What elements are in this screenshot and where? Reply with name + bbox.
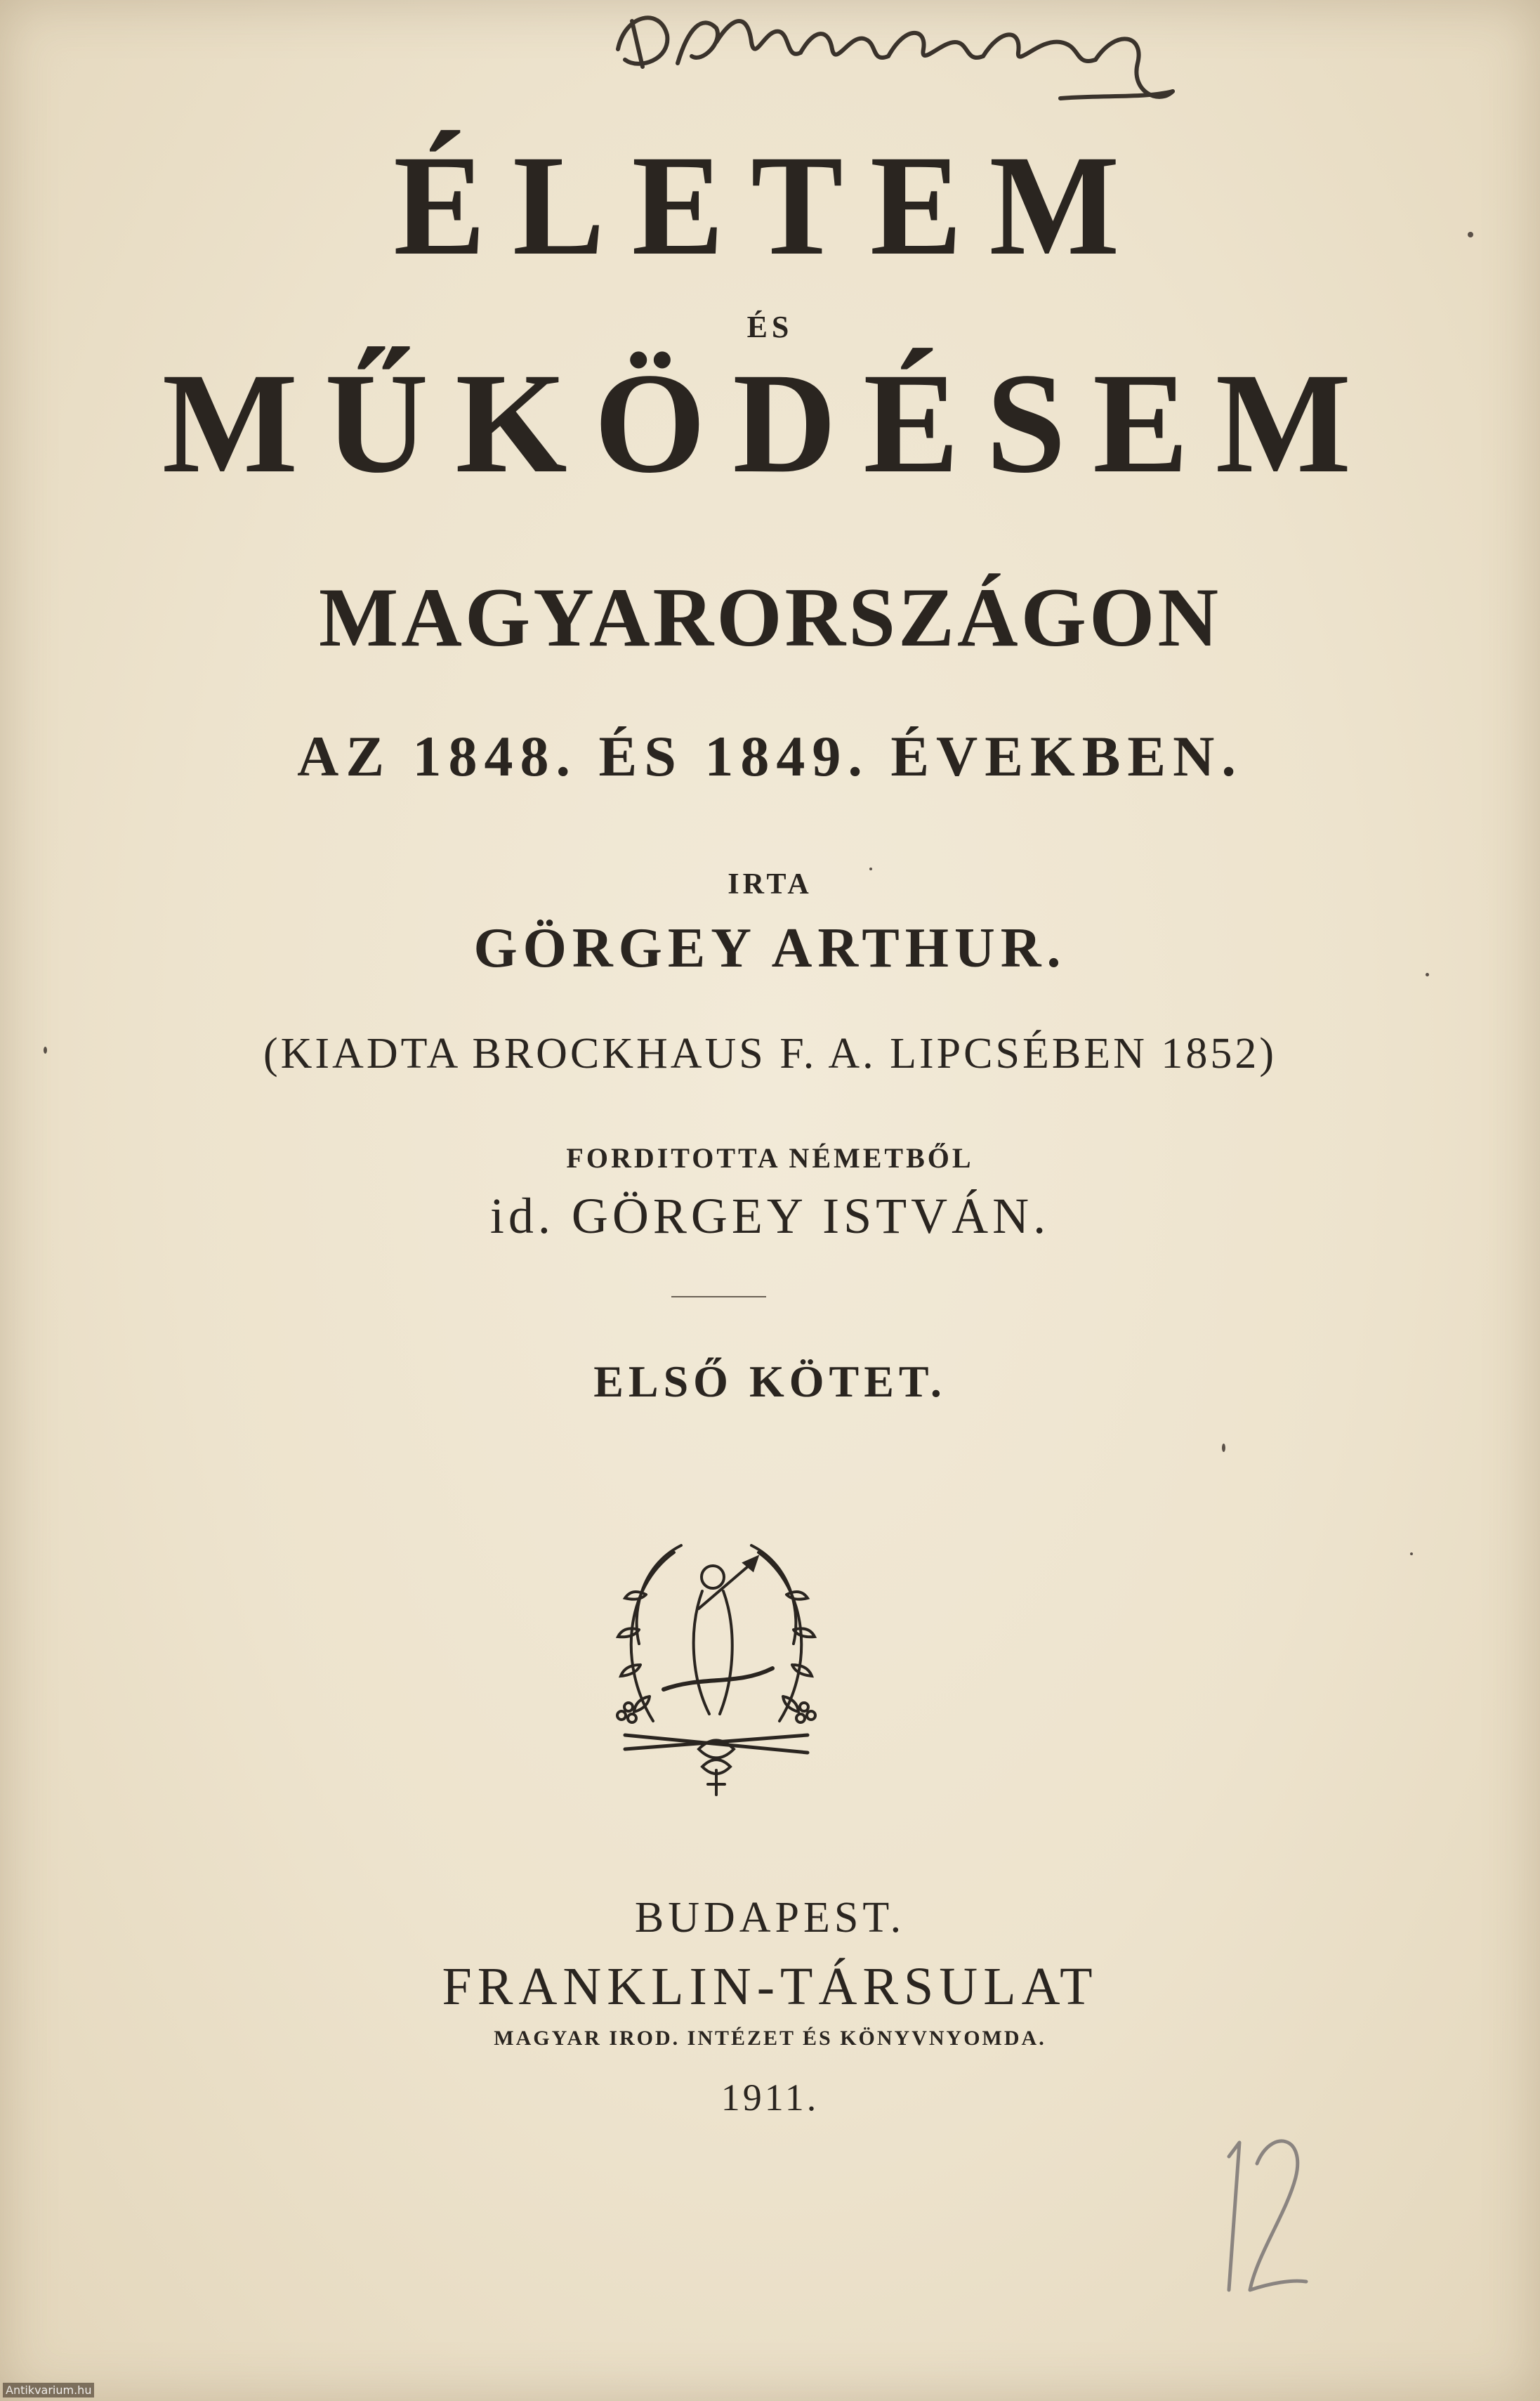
original-edition-note: (KIADTA BROCKHAUS F. A. LIPCSÉBEN 1852): [263, 1030, 1277, 1078]
paper-speck: [1426, 973, 1429, 976]
imprint-subtitle: MAGYAR IROD. INTÉZET ÉS KÖNYVNYOMDA.: [494, 2027, 1046, 2050]
imprint-publisher: FRANKLIN-TÁRSULAT: [442, 1957, 1098, 2016]
translation-label: FORDITOTTA NÉMETBŐL: [566, 1142, 974, 1174]
publisher-emblem-icon: [597, 1524, 836, 1805]
title-conjunction: ÉS: [746, 310, 794, 344]
byline-label: IRTA: [728, 868, 812, 901]
title-line-mukodesem: MŰKÖDÉSEM: [162, 344, 1378, 503]
divider-rule: [671, 1296, 766, 1297]
paper-speck: [1222, 1444, 1225, 1452]
volume-label: ELSŐ KÖTET.: [593, 1356, 947, 1406]
title-line-eletem: ÉLETEM: [393, 126, 1147, 285]
pencil-mark: [1208, 2114, 1313, 2311]
title-line-years: AZ 1848. ÉS 1849. ÉVEKBEN.: [297, 724, 1243, 788]
paper-speck: [44, 1047, 47, 1054]
imprint-city: BUDAPEST.: [634, 1894, 906, 1942]
paper-speck: [1410, 1552, 1413, 1555]
handwritten-signature: [611, 0, 1187, 112]
paper-speck: [1468, 232, 1473, 237]
title-line-magyarorszagon: MAGYARORSZÁGON: [318, 570, 1221, 664]
imprint-year: 1911.: [720, 2076, 820, 2119]
site-watermark: Antikvarium.hu: [3, 2383, 94, 2397]
author-name: GÖRGEY ARTHUR.: [473, 917, 1067, 979]
translator-name: id. GÖRGEY ISTVÁN.: [489, 1188, 1051, 1244]
paper-speck: [869, 868, 872, 870]
